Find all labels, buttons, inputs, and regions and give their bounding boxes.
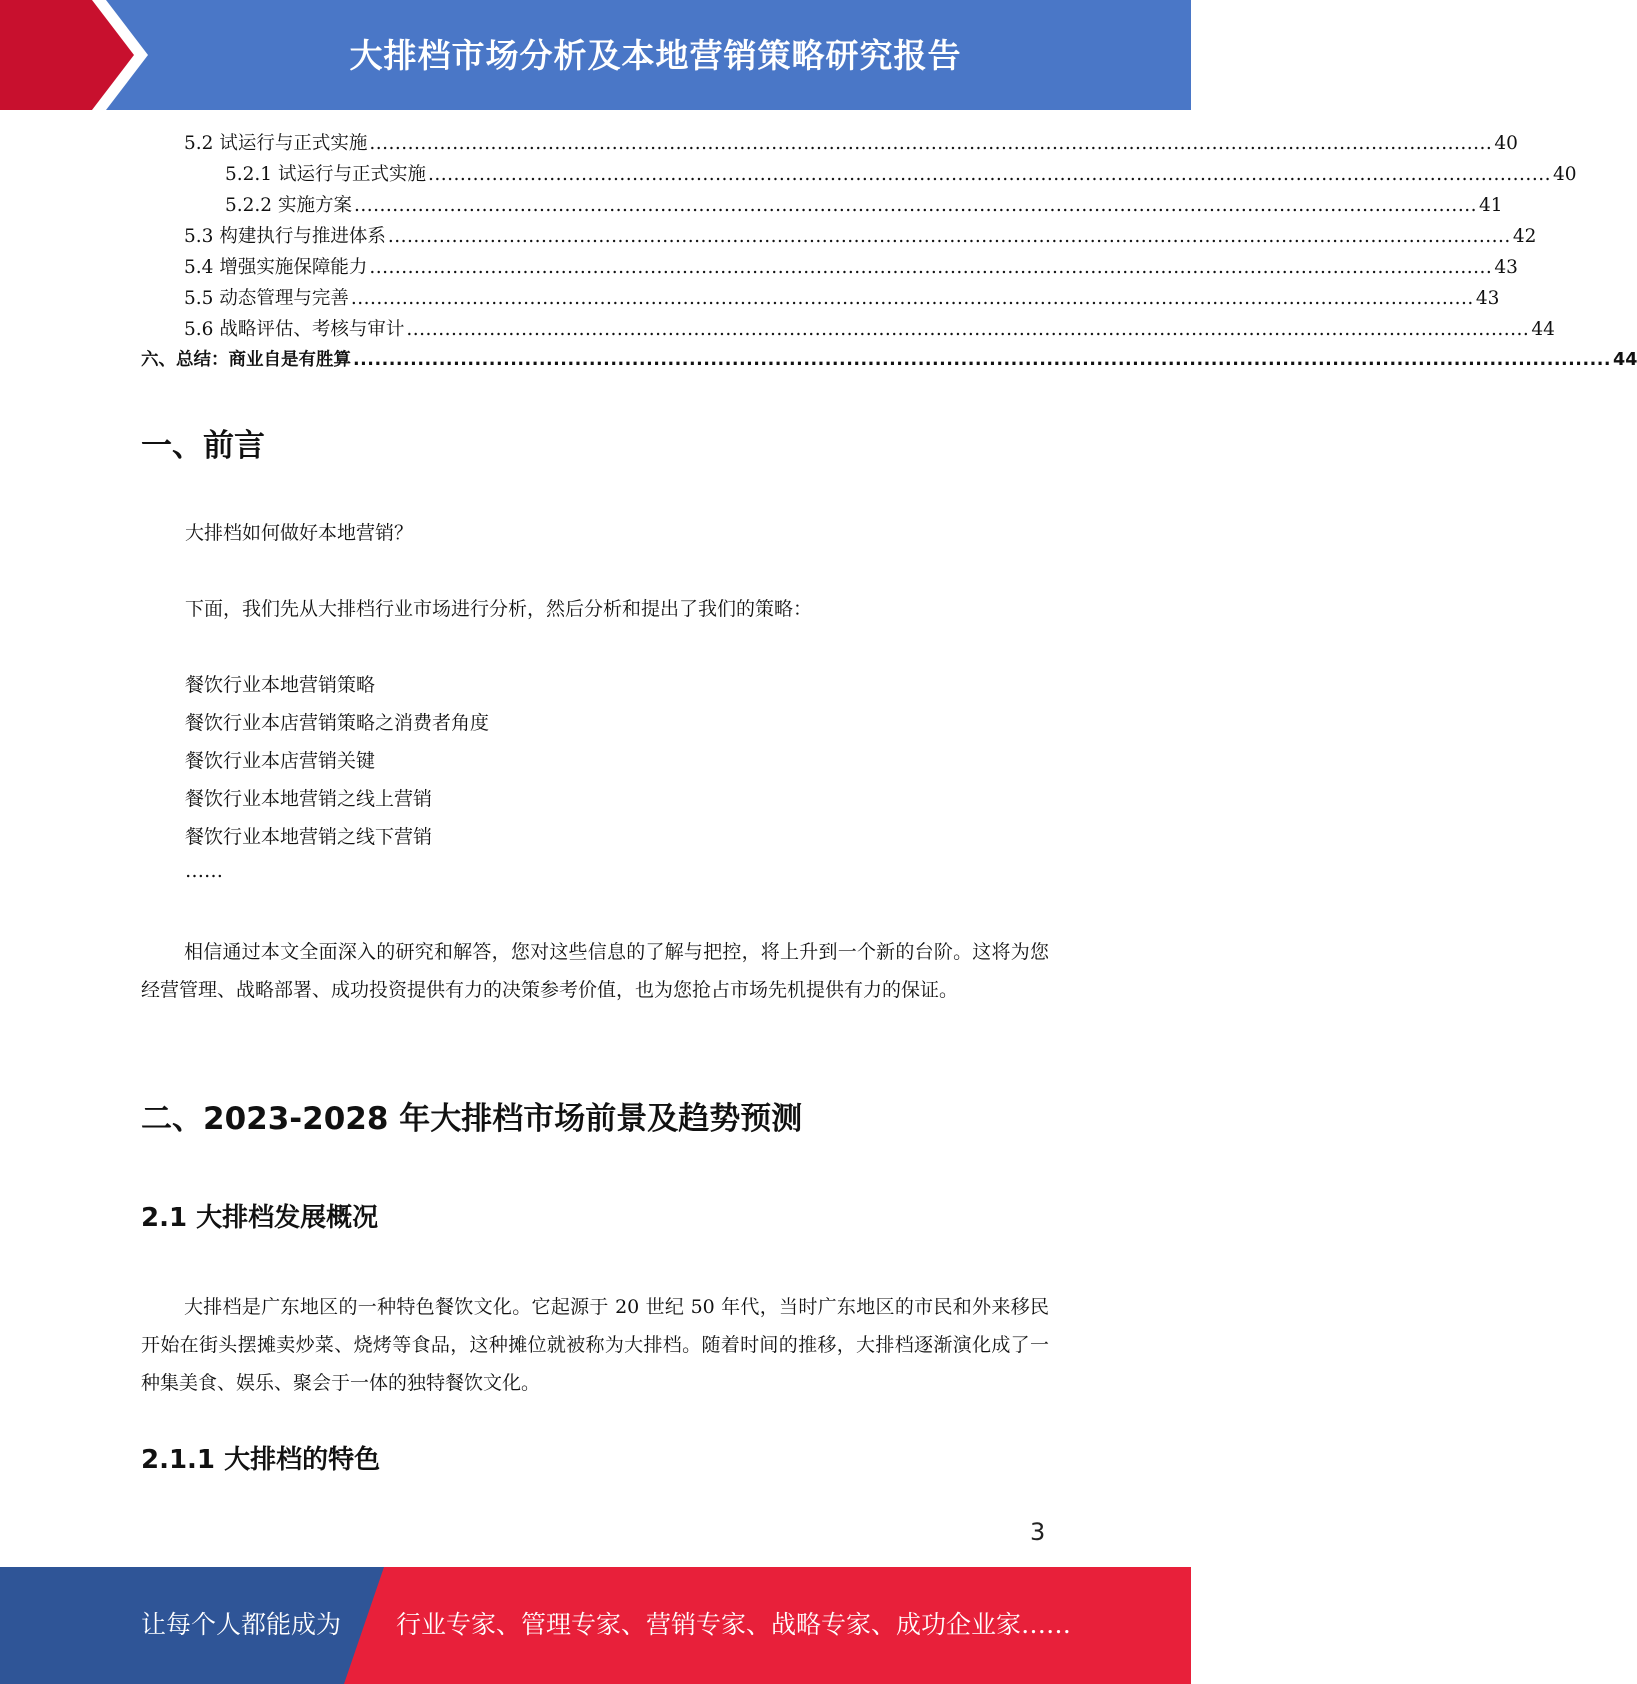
toc-leader: ................................................................................................................................................................................	[369, 257, 1493, 278]
header-banner	[0, 0, 1191, 110]
list-ellipsis: ……	[185, 860, 223, 882]
toc-entry[interactable]	[141, 345, 1637, 376]
toc-entry[interactable]	[141, 190, 1503, 221]
list-item: 餐饮行业本地营销之线下营销	[185, 826, 433, 848]
subsubsection-heading: 2.1.1 大排档的特色	[141, 1445, 381, 1475]
toc-label: 动态管理与完善	[219, 288, 349, 309]
footer-banner	[0, 1567, 1191, 1684]
toc-number: 5.2.1	[225, 164, 278, 185]
toc-entry[interactable]	[141, 314, 1555, 345]
toc-number: 5.2.2	[225, 195, 278, 216]
toc-page: 43	[1475, 288, 1500, 309]
section-heading-forecast: 二、2023-2028 年大排档市场前景及趋势预测	[141, 1101, 803, 1137]
toc-page: 40	[1552, 164, 1577, 185]
toc-entry[interactable]	[141, 159, 1577, 190]
section-heading-preface: 一、前言	[141, 428, 265, 464]
list-item: 餐饮行业本地营销之线上营销	[185, 788, 433, 810]
toc-page: 44	[1613, 350, 1637, 370]
toc-leader: ................................................................................................................................................................................	[353, 195, 1477, 216]
list-item: 餐饮行业本店营销关键	[185, 750, 376, 772]
toc-label: 构建执行与推进体系	[219, 226, 386, 247]
toc-entry[interactable]	[141, 221, 1537, 252]
toc-entry[interactable]	[141, 128, 1518, 159]
toc-leader: ................................................................................................................................................................................	[427, 164, 1551, 185]
subsection-heading: 2.1 大排档发展概况	[141, 1203, 379, 1233]
preface-intro: 下面，我们先从大排档行业市场进行分析，然后分析和提出了我们的策略：	[185, 598, 813, 620]
footer-slogan-right: 行业专家、管理专家、营销专家、战略专家、成功企业家……	[396, 1610, 1072, 1639]
toc-number: 5.6	[184, 319, 220, 340]
toc-leader: ................................................................................................................................................................................	[369, 133, 1493, 154]
toc-label: 试运行与正式实施	[219, 133, 368, 154]
toc-leader: ................................................................................................................................................................................	[353, 350, 1612, 370]
toc-label: 实施方案	[277, 195, 352, 216]
subsection-paragraph: 大排档是广东地区的一种特色餐饮文化。它起源于 20 世纪 50 年代，当时广东地区的市民和外来移民开始在街头摆摊卖炒菜、烧烤等食品，这种摊位就被称为大排档。随着时间的推移，大排档逐渐演化成了一种集美食、娱乐、聚会于一体的独特餐饮文化。	[141, 1296, 1049, 1394]
page-number: 3	[1030, 1518, 1046, 1546]
toc-label: 试运行与正式实施	[277, 164, 426, 185]
table-of-contents	[141, 128, 1637, 376]
report-title: 大排档市场分析及本地营销策略研究报告	[349, 35, 962, 75]
list-item: 餐饮行业本店营销策略之消费者角度	[185, 712, 490, 734]
toc-entry[interactable]	[141, 283, 1500, 314]
toc-page: 41	[1478, 195, 1503, 216]
toc-label: 战略评估、考核与审计	[219, 319, 405, 340]
toc-number: 5.3	[184, 226, 220, 247]
toc-page: 40	[1494, 133, 1518, 154]
preface-question: 大排档如何做好本地营销？	[185, 522, 414, 544]
toc-leader: ................................................................................................................................................................................	[387, 226, 1511, 247]
toc-leader: ................................................................................................................................................................................	[406, 319, 1530, 340]
list-item: 餐饮行业本地营销策略	[185, 674, 376, 696]
toc-entry[interactable]	[141, 252, 1518, 283]
toc-leader: ................................................................................................................................................................................	[350, 288, 1474, 309]
footer-slogan-left: 让每个人都能成为	[141, 1610, 342, 1639]
toc-page: 43	[1494, 257, 1518, 278]
toc-page: 44	[1531, 319, 1555, 340]
toc-label: 六、总结：商业自是有胜算	[141, 350, 351, 370]
toc-label: 增强实施保障能力	[219, 257, 368, 278]
preface-closing-paragraph: 相信通过本文全面深入的研究和解答，您对这些信息的了解与把控，将上升到一个新的台阶。这将为您经营管理、战略部署、成功投资提供有力的决策参考价值，也为您抢占市场先机提供有力的保证。	[141, 941, 1049, 1001]
toc-number: 5.2	[184, 133, 220, 154]
toc-number: 5.4	[184, 257, 220, 278]
toc-page: 42	[1512, 226, 1537, 247]
toc-number: 5.5	[184, 288, 220, 309]
